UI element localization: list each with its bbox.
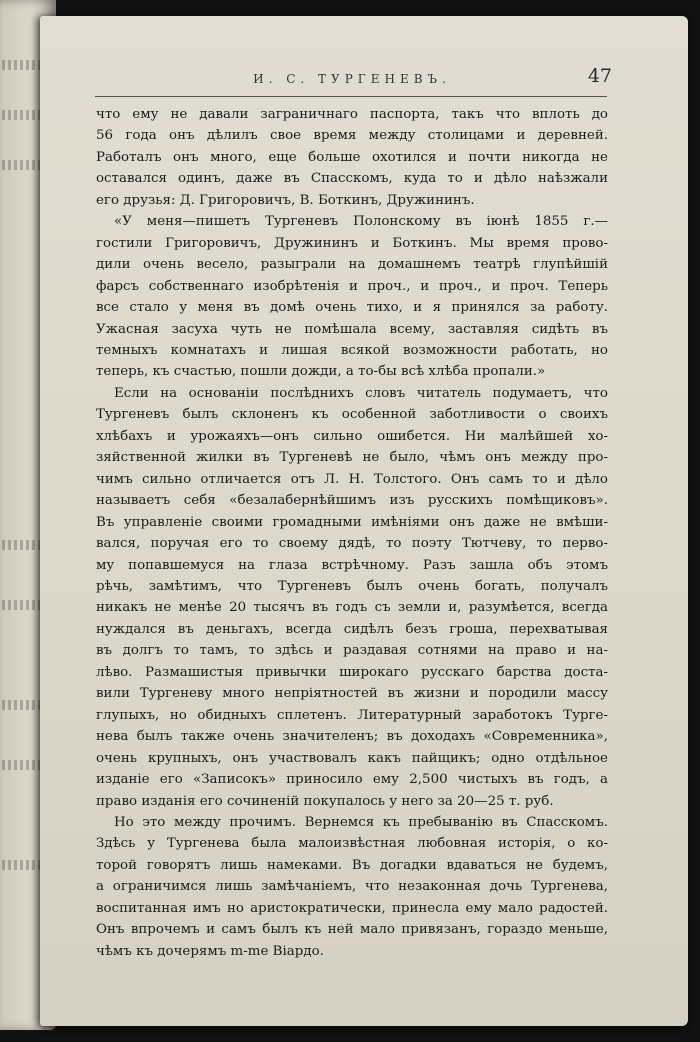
text-line: что ему не давали заграничнаго паспорта, такъ что вплоть до xyxy=(96,107,608,122)
text-line: лѣво. Размашистыя привычки широкаго русскаго барства доста- xyxy=(96,664,608,680)
running-head: И. С. ТУРГЕНЕВЪ. xyxy=(253,72,451,86)
text-line: фарсъ собственнаго изобрѣтенія и проч., и проч., и проч. Теперь xyxy=(96,278,608,294)
text-line: въ долгъ то тамъ, то здѣсь и раздавая сотнями на право и на- xyxy=(96,643,608,659)
text-line: чѣмъ къ дочерямъ m-me Віардо. xyxy=(96,943,324,959)
text-line: рѣчь, замѣтимъ, что Тургеневъ былъ очень богать, получалъ xyxy=(96,578,608,594)
text-line: Но это между прочимъ. Вернемся къ пребыванію въ Спасскомъ. xyxy=(114,814,608,830)
text-line: изданіе его «Записокъ» приносило ему 2,500 чистыхъ въ годъ, а xyxy=(96,772,608,788)
text-line: 56 года онъ дѣлилъ свое время между столицами и деревней. xyxy=(96,128,608,144)
book-page xyxy=(40,16,688,1026)
text-line: никакъ не менѣе 20 тысячъ въ годъ съ земли и, разумѣется, всегда xyxy=(96,600,608,616)
text-line: Если на основаніи послѣднихъ словъ читатель подумаетъ, что xyxy=(114,385,608,401)
text-line: Онъ впрочемъ и самъ былъ къ ней мало привязанъ, гораздо меньше, xyxy=(96,922,608,938)
text-line: его друзья: Д. Григоровичъ, В. Боткинъ, Дружининъ. xyxy=(96,192,475,208)
text-line: вался, поручая его то своему дядѣ, то поэту Тютчеву, то перво- xyxy=(96,536,608,552)
text-line: дили очень весело, разыграли на домашнемъ театрѣ глупѣйшій xyxy=(96,257,608,273)
body-text xyxy=(96,104,608,962)
text-line: Въ управленіе своими громадными имѣніями онъ даже не вмѣши- xyxy=(96,514,608,530)
text-line: право изданія его сочиненій покупалось у него за 20—25 т. руб. xyxy=(96,793,554,809)
text-line: Работалъ онъ много, еще больше охотился и почти никогда не xyxy=(96,149,608,165)
text-line: гостили Григоровичъ, Дружининъ и Боткинъ. Мы время прово- xyxy=(96,235,608,251)
text-line: Здѣсь у Тургенева была малоизвѣстная любовная исторія, о ко- xyxy=(96,836,608,852)
text-line: Тургеневъ былъ склоненъ къ особенной заботливости о своихъ xyxy=(96,407,608,423)
text-line: темныхъ комнатахъ и лишая всякой возможности работать, но xyxy=(96,342,608,358)
text-line: глупыхъ, но обидныхъ сплетенъ. Литературный заработокъ Турге- xyxy=(96,707,608,723)
header-rule xyxy=(95,96,607,97)
text-line: му попавшемуся на глаза встрѣчному. Разъ зашла объ этомъ xyxy=(96,557,608,573)
text-line: нева былъ также очень значителенъ; въ доходахъ «Современника», xyxy=(96,729,608,745)
text-line: торой говорятъ лишь намеками. Въ догадки вдаваться не будемъ, xyxy=(96,857,608,873)
text-line: хлѣбахъ и урожаяхъ—онъ сильно ошибется. Ни малѣйшей хо- xyxy=(96,428,608,444)
text-line: называетъ себя «безалабернѣйшимъ изъ русскихъ помѣщиковъ». xyxy=(96,493,608,509)
page-number: 47 xyxy=(587,65,612,87)
text-line: чимъ сильно отличается отъ Л. Н. Толстого. Онъ самъ то и дѣло xyxy=(96,471,608,487)
text-line: все стало у меня въ домѣ очень тихо, и я принялся за работу. xyxy=(96,300,608,316)
text-line: теперь, къ счастью, пошли дожди, а то-бы всѣ хлѣба пропали.» xyxy=(96,364,546,380)
text-line: оставался одинъ, даже въ Спасскомъ, куда то и дѣло наѣзжали xyxy=(96,171,608,187)
text-line: воспитанная имъ но аристократически, принесла ему мало радостей. xyxy=(96,900,608,916)
text-line: «У меня—пишетъ Тургеневъ Полонскому въ іюнѣ 1855 г.— xyxy=(114,214,608,230)
text-line: зяйственной жилки въ Тургеневѣ не было, чѣмъ онъ между про- xyxy=(96,450,608,466)
text-line: нуждался въ деньгахъ, всегда сидѣлъ безъ гроша, перехватывая xyxy=(96,621,608,637)
text-line: вили Тургеневу много непріятностей въ жизни и породили массу xyxy=(96,686,608,702)
page-header xyxy=(52,62,612,94)
text-line: а ограничимся лишь замѣчаніемъ, что незаконная дочь Тургенева, xyxy=(96,879,608,895)
text-line: Ужасная засуха чуть не помѣшала всему, заставляя сидѣть въ xyxy=(96,321,608,337)
text-line: очень крупныхъ, онъ участвовалъ какъ пайщикъ; одно отдѣльное xyxy=(96,750,608,766)
